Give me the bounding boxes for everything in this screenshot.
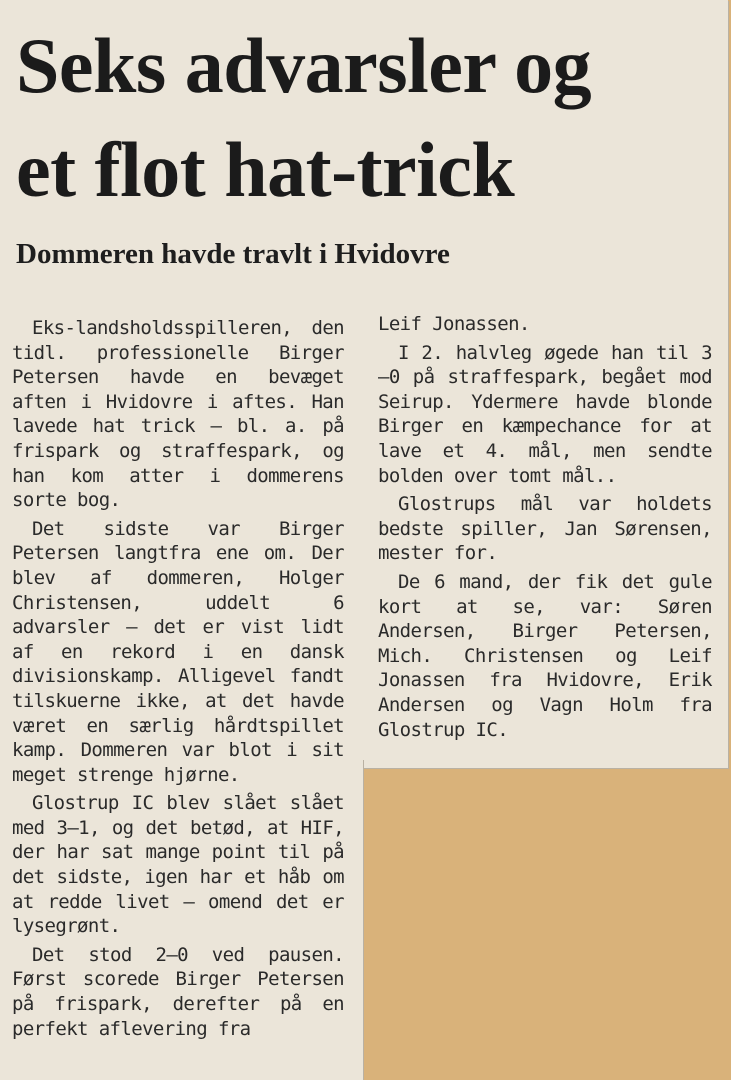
paragraph: I 2. halvleg øgede han til 3—0 på straffespark, begået mod Seirup. Ydermere havde blonde Birger en kæmpechance for at lave et 4. mål, men sendte bolden over tomt mål.. bbox=[378, 341, 712, 487]
headline-line-2: et flot hat-trick bbox=[16, 126, 515, 213]
paragraph: Det sidste var Birger Petersen langtfra ene om. Der blev af dommeren, Holger Christensen, uddelt 6 advarsler — det er vist lidt af en rekord i en dansk divisionskamp. Alligevel fandt tilskuerne ikke, at det havde været en særlig hårdtspillet kamp. Dommeren var blot i sit meget strenge hjørne. bbox=[12, 517, 344, 786]
paragraph: Leif Jonassen. bbox=[378, 313, 530, 335]
subheadline: Dommeren havde travlt i Hvidovre bbox=[16, 238, 450, 270]
paragraph: Det stod 2—0 ved pausen. Først scorede Birger Petersen på frispark, derefter på en perfekt aflevering fra bbox=[12, 943, 344, 1040]
article-column-right bbox=[378, 312, 712, 746]
headline-line-1: Seks advarsler og bbox=[16, 22, 592, 109]
paragraph: Glostrups mål var holdets bedste spiller, Jan Sørensen, mester for. bbox=[378, 493, 712, 565]
article-column-left bbox=[12, 316, 344, 1045]
paragraph: Eks-landsholdsspilleren, den tidl. professionelle Birger Petersen havde en bevæget aften i Hvidovre i aftes. Han lavede hat trick — bl. a. på frispark og straffespark, og han kom atter i dommerens sorte bog. bbox=[12, 317, 344, 512]
paragraph: Glostrup IC blev slået slået med 3—1, og det betød, at HIF, der har sat mange point til på det sidste, igen har et håb om at redde livet — omend det er lysegrønt. bbox=[12, 792, 344, 938]
headline bbox=[16, 14, 716, 222]
paragraph: De 6 mand, der fik det gule kort at se, var: Søren Andersen, Birger Petersen, Mich. Christensen og Leif Jonassen fra Hvidovre, Erik Andersen og Vagn Holm fra Glostrup IC. bbox=[378, 570, 712, 741]
